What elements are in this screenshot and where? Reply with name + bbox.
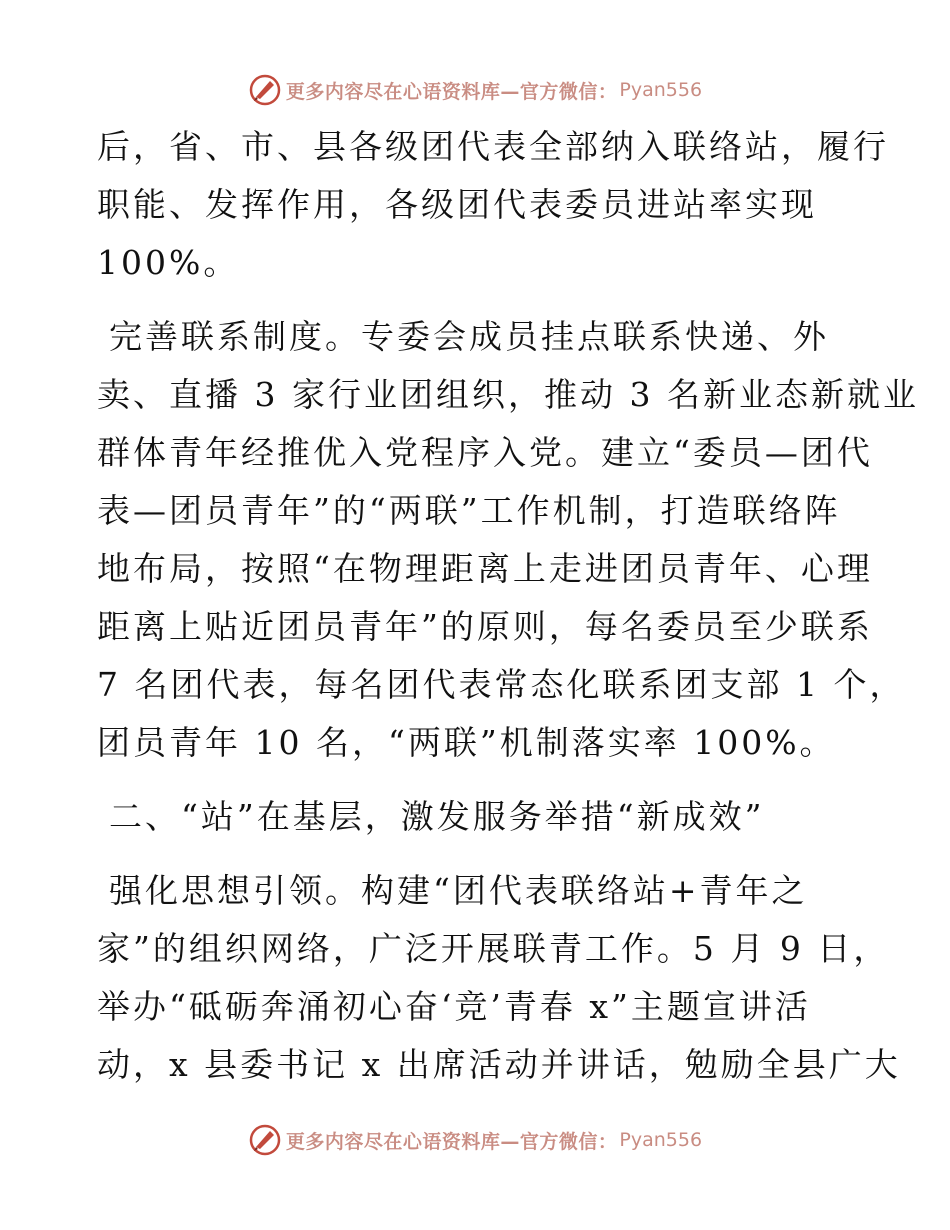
header-watermark xyxy=(0,70,950,110)
watermark-text: 更多内容尽在心语资料库—官方微信： xyxy=(285,1130,618,1153)
text-line: 表—团员青年”的“两联”工作机制，打造联络阵 xyxy=(97,491,841,530)
watermark-text: 更多内容尽在心语资料库—官方微信： xyxy=(285,80,618,103)
text-line: 动，x 县委书记 x 出席活动并讲话，勉励全县广大 xyxy=(97,1045,901,1084)
text-line: 举办“砥砺奔涌初心奋‘竞’青春 x”主题宣讲活 xyxy=(97,987,811,1026)
paragraph xyxy=(97,862,901,1094)
text-line: 二、“站”在基层，激发服务举措“新成效” xyxy=(109,797,765,836)
text-line: 职能、发挥作用，各级团代表委员进站率实现 xyxy=(97,185,817,224)
text-line: 距离上贴近团员青年”的原则，每名委员至少联系 xyxy=(97,607,873,646)
text-line: 强化思想引领。构建“团代表联络站+青年之 xyxy=(109,871,808,910)
paragraph xyxy=(97,308,919,772)
text-line: 7 名团代表，每名团代表常态化联系团支部 1 个， xyxy=(97,665,906,704)
text-line: 卖、直播 3 家行业团组织，推动 3 名新业态新就业 xyxy=(97,375,919,414)
text-line: 完善联系制度。专委会成员挂点联系快递、外 xyxy=(109,317,829,356)
section-heading xyxy=(97,788,857,846)
footer-watermark xyxy=(0,1120,950,1160)
text-line: 后，省、市、县各级团代表全部纳入联络站，履行 xyxy=(97,127,889,166)
text-line: 100%。 xyxy=(97,243,240,282)
text-line: 团员青年 10 名，“两联”机制落实率 100%。 xyxy=(97,723,836,762)
watermark-account: Pyan556 xyxy=(619,1129,703,1151)
paragraph xyxy=(97,118,889,292)
text-line: 群体青年经推优入党程序入党。建立“委员—团代 xyxy=(97,433,873,472)
pen-logo-icon xyxy=(248,1123,282,1157)
pen-logo-icon xyxy=(248,73,282,107)
watermark-account: Pyan556 xyxy=(619,79,703,101)
document-body xyxy=(97,118,919,1094)
text-line: 家”的组织网络，广泛开展联青工作。5 月 9 日， xyxy=(97,929,890,968)
text-line: 地布局，按照“在物理距离上走进团员青年、心理 xyxy=(97,549,873,588)
